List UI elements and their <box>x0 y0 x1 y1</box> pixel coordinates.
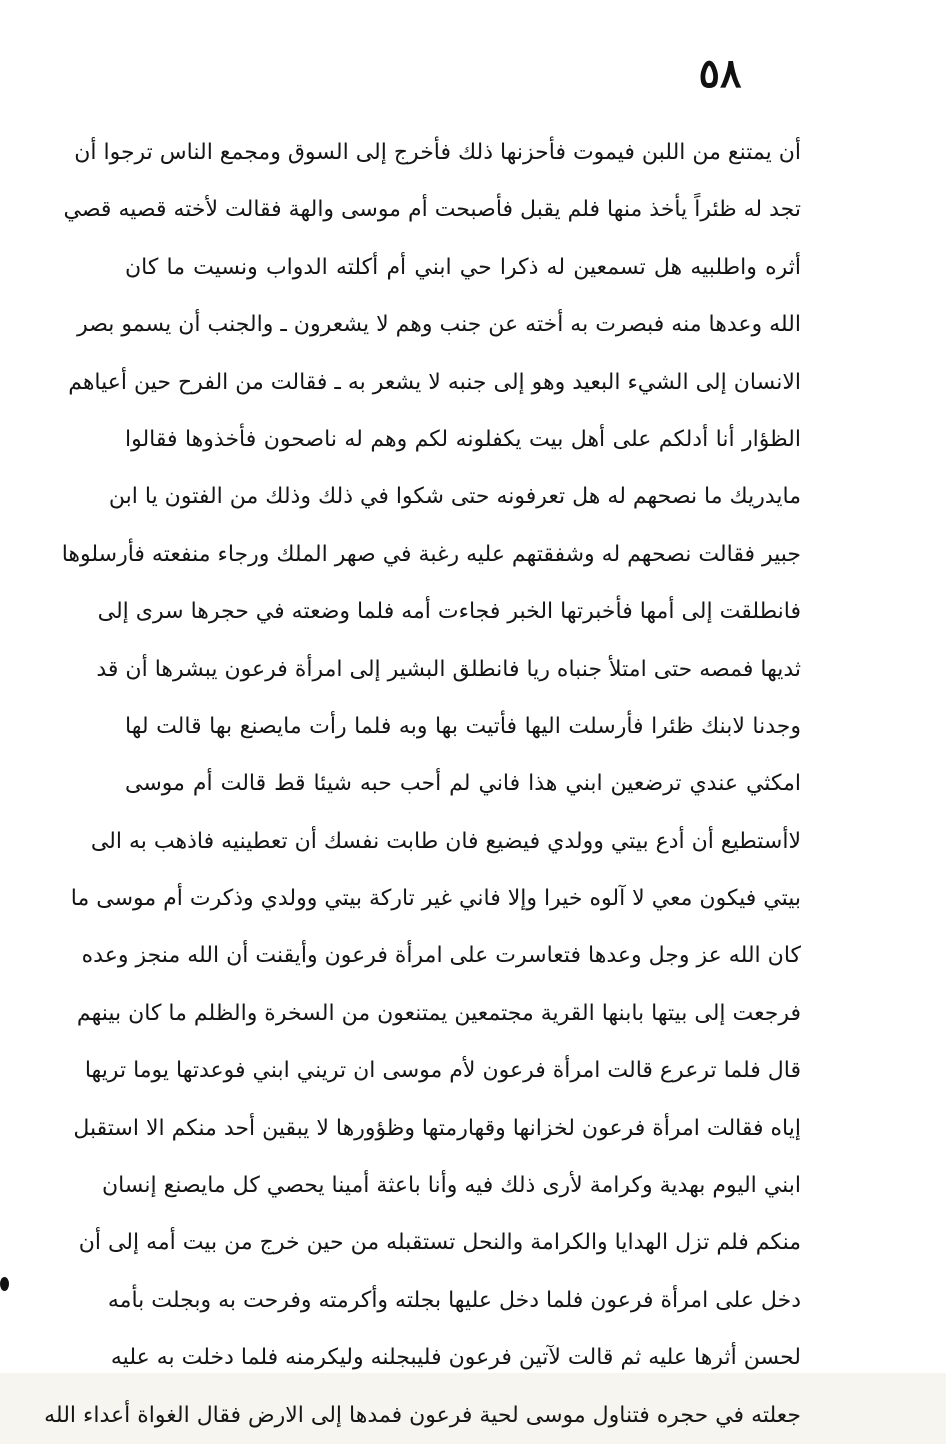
page-number: ٥٨ <box>698 50 742 97</box>
text-line: فرجعت إلى بيتها بابنها القرية مجتمعين يمتنعون من السخرة والظلم ما كان بينهم <box>76 1000 801 1026</box>
body-text <box>44 124 801 1444</box>
text-line: منكم فلم تزل الهدايا والكرامة والنحل تستقبله من حين خرج من بيت أمه إلى أن <box>78 1230 801 1256</box>
text-line: دخل على امرأة فرعون فلما دخل عليها بجلته وأكرمته وفرحت به وبجلت بأمه <box>107 1287 801 1313</box>
text-line: الظؤار أنا أدلكم على أهل بيت يكفلونه لكم وهم له ناصحون فأخذوها فقالوا <box>125 426 801 452</box>
text-line: الانسان إلى الشيء البعيد وهو إلى جنبه لا يشعر به ـ فقالت من الفرح حين أعياهم <box>68 369 801 395</box>
text-line: لحسن أثرها عليه ثم قالت لآتين فرعون فليبجلنه وليكرمنه فلما دخلت به عليه <box>110 1345 801 1371</box>
text-line: جعلته في حجره فتناول موسى لحية فرعون فمدها إلى الارض فقال الغواة أعداء الله <box>44 1402 801 1428</box>
text-line: تجد له ظئراً يأخذ منها فلم يقبل فأصبحت أم موسى والهة فقالت لأخته قصيه قصي <box>63 197 801 223</box>
text-line: أثره واطلبيه هل تسمعين له ذكرا حي ابني أم أكلته الدواب ونسيت ما كان <box>125 254 801 280</box>
text-line: فانطلقت إلى أمها فأخبرتها الخبر فجاءت أمه فلما وضعته في حجرها سرى إلى <box>97 599 801 625</box>
text-line: كان الله عز وجل وعدها فتعاسرت على امرأة فرعون وأيقنت أن الله منجز وعده <box>81 943 801 969</box>
text-line: لاأستطيع أن أدع بيتي وولدي فيضيع فان طابت نفسك أن تعطينيه فاذهب به الى <box>90 828 801 854</box>
text-line: ابني اليوم بهدية وكرامة لأرى ذلك فيه وأنا باعثة أمينا يحصي كل مايصنع إنسان <box>101 1173 801 1199</box>
text-line: الله وعدها منه فبصرت به أخته عن جنب وهم لا يشعرون ـ والجنب أن يسمو بصر <box>77 312 801 338</box>
text-line: إياه فقالت امرأة فرعون لخزانها وقهارمتها وظؤورها لا يبقين أحد منكم الا استقبل <box>73 1115 801 1141</box>
text-line: مايدريك ما نصحهم له هل تعرفونه حتى شكوا في ذلك وذلك من الفتون يا ابن <box>108 484 801 510</box>
text-line: وجدنا لابنك ظئرا فأرسلت اليها فأتيت بها وبه فلما رأت مايصنع بها قالت لها <box>125 713 801 739</box>
text-line: امكثي عندي ترضعين ابني هذا فاني لم أحب حبه شيئا قط قالت أم موسى <box>125 771 801 797</box>
text-line: قال فلما ترعرع قالت امرأة فرعون لأم موسى ان تريني ابني فوعدتها يوما تريها <box>84 1058 801 1084</box>
text-line: أن يمتنع من اللبن فيموت فأحزنها ذلك فأخرج إلى السوق ومجمع الناس ترجوا أن <box>74 140 801 165</box>
text-line: جبير فقالت نصحهم له وشفقتهم عليه رغبة في صهر الملك ورجاء منفعته فأرسلوها <box>61 541 801 567</box>
margin-ink-dot <box>0 1277 9 1291</box>
text-line: بيتي فيكون معي لا آلوه خيرا وإلا فاني غير تاركة بيتي وولدي وذكرت أم موسى ما <box>70 886 801 912</box>
text-line: ثديها فمصه حتى امتلأ جنباه ريا فانطلق البشير إلى امرأة فرعون يبشرها أن قد <box>96 656 801 682</box>
